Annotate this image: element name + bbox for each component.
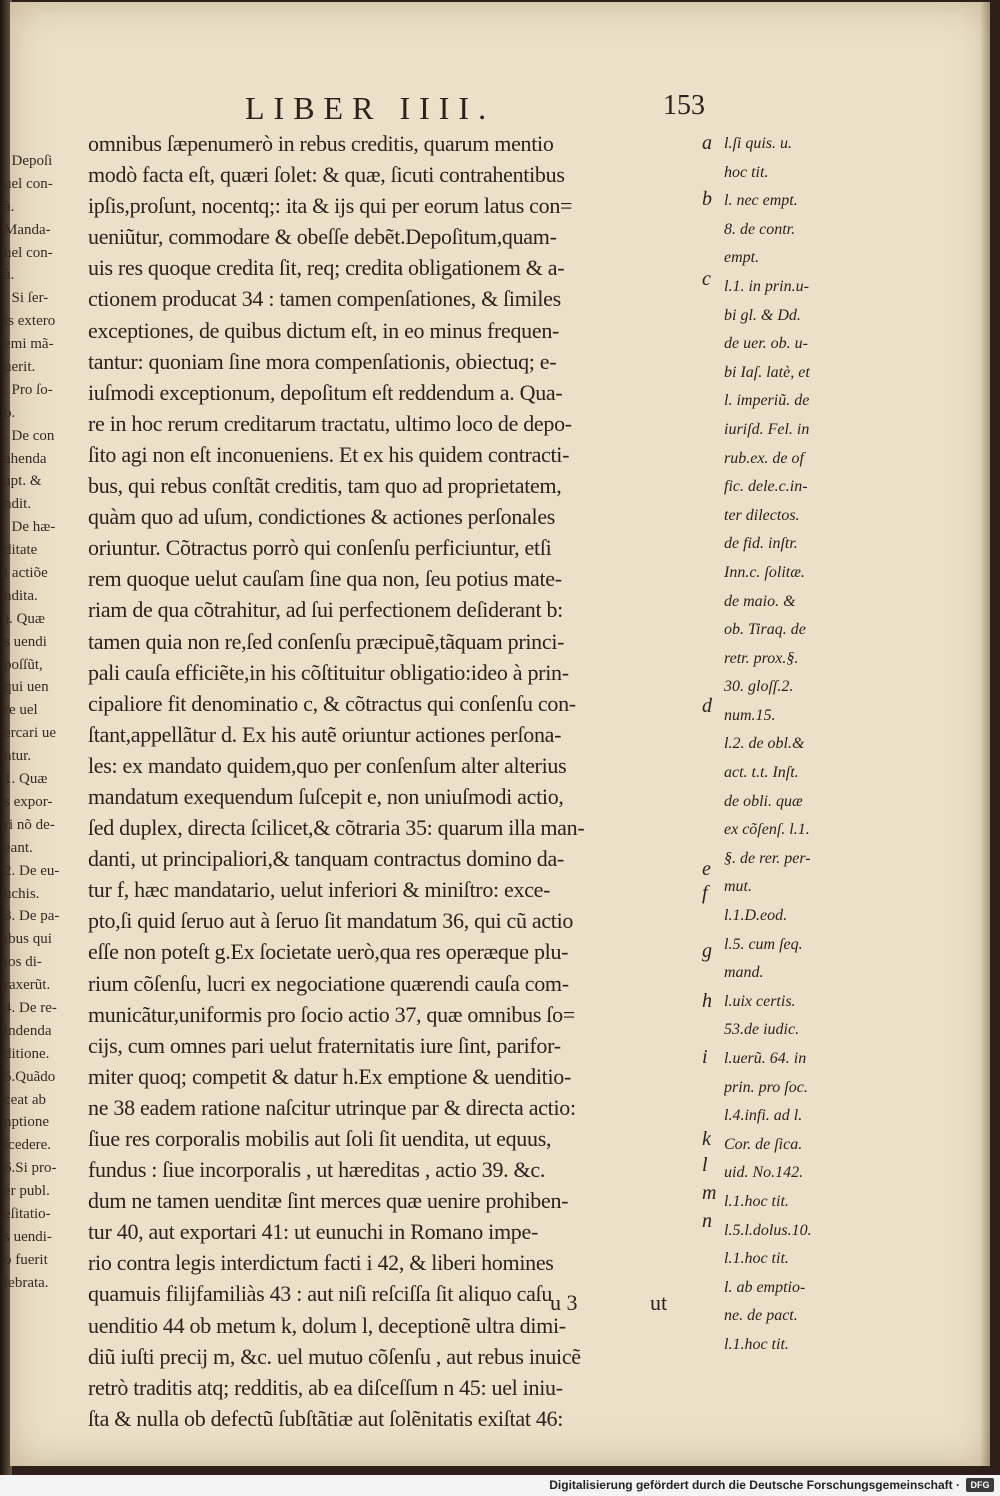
text-line: tantur: quoniam ſine mora compenſationis, obiectuq; e- xyxy=(88,348,557,374)
margin-summary-line: poſſũt, xyxy=(4,656,43,673)
note-letter: e xyxy=(702,858,711,880)
citation-note-line: num.15. xyxy=(724,706,776,724)
text-line: danti, ut principaliori,& tanquam contractus domino da- xyxy=(88,846,564,872)
note-letter: f xyxy=(702,882,708,904)
text-line: bus, qui rebus conſtãt creditis, tam quo ad proprietatem, xyxy=(88,473,562,499)
text-line: riam de qua cõtrahitur, ad ſui perfectionem deſiderant b: xyxy=(88,597,563,623)
text-line: ſito agi non eſt inconueniens. Et ex his quidem contracti- xyxy=(88,441,570,467)
left-margin-notes xyxy=(4,150,84,1295)
margin-summary-line: lebrata. xyxy=(4,1274,49,1291)
citation-note-line: rub.ex. de of xyxy=(724,449,804,467)
text-line: ſta & nulla ob defectũ ſubſtãtiæ aut ſolẽnitatis exiſtat 46: xyxy=(88,1405,564,1431)
citation-note-line: mut. xyxy=(724,878,752,896)
text-line: tamen quia non re,ſed conſenſu præcipuẽ,tãquam princi- xyxy=(88,628,565,654)
margin-summary-line: is extero xyxy=(4,313,56,330)
note-letter: a xyxy=(702,132,712,154)
citation-note-line: iuriſd. Fel. in xyxy=(724,420,810,438)
main-text-block xyxy=(88,128,694,1434)
margin-summary-line: ntur. xyxy=(4,748,32,765)
text-line: modò facta eſt, quæri ſolet: & quæ, ſicuti contrahentibus xyxy=(88,162,565,188)
text-line: omnibus ſæpenumerò in rebus creditis, quarum mentio xyxy=(88,131,554,156)
text-line: pto,ſi quid ſeruo aut à ſeruo ſit mandatum 36, qui cũ actio xyxy=(88,908,574,934)
margin-summary-line: . Pro ſo- xyxy=(4,381,53,398)
note-letter: l xyxy=(702,1154,708,1176)
citation-note-line: uid. No.142. xyxy=(724,1164,804,1182)
margin-summary-line: ). Quæ xyxy=(4,610,45,627)
text-line: municãtur,uniformis pro ſocio actio 37, quæ omnibus ſo= xyxy=(88,1001,575,1027)
citation-note-line: 30. gloſſ.2. xyxy=(724,678,794,696)
margin-summary-line: o fuerit xyxy=(4,1251,48,1268)
citation-note-line: Inn.c. ſolitæ. xyxy=(724,563,805,581)
citation-note-line: prin. pro ſoc. xyxy=(724,1078,808,1096)
funding-credit: Digitalisierung gefördert durch die Deutsche Forschungsgemeinschaft · xyxy=(549,1478,960,1492)
citation-note-line: 8. de contr. xyxy=(724,220,796,238)
text-line: ne 38 eadem ratione naſcitur utrinque par & directa actio: xyxy=(88,1094,576,1120)
margin-summary-line: ahenda xyxy=(4,450,47,467)
citation-note-line: l.1.D.eod. xyxy=(724,907,788,925)
page-edge-shadow xyxy=(980,2,990,1466)
text-line: cipaliore fit denominatio c, & cõtractus qui conſenſu con- xyxy=(88,690,576,716)
citation-note-line: l.uix certis. xyxy=(724,992,796,1010)
margin-summary-line: eant. xyxy=(4,839,33,856)
citation-note-line: ex cõſenſ. l.1. xyxy=(724,821,810,839)
text-line: pali cauſa efficiẽte,in his cõſtituitur obligatio:ideo à prin- xyxy=(88,659,569,685)
text-line: les: ex mandato quidem,quo per conſenſum alter alterius xyxy=(88,752,567,778)
margin-summary-line: 1. Quæ xyxy=(4,771,48,788)
page-foot xyxy=(550,1290,700,1322)
right-margin-notes xyxy=(724,130,864,1360)
margin-summary-line: à. xyxy=(4,198,15,215)
note-letter: g xyxy=(702,940,712,962)
citation-note-line: l.1.hoc tit. xyxy=(724,1250,789,1268)
margin-summary-line: apt. & xyxy=(4,473,42,490)
page-header xyxy=(245,90,705,126)
text-line: rem quoque uelut cauſam ſine qua non, ſeu potius mate- xyxy=(88,566,562,592)
note-letter: i xyxy=(702,1046,708,1068)
citation-note-line: fic. dele.c.in- xyxy=(724,478,808,496)
text-line: quamuis filijfamiliàs 43 : aut niſi reſciſſa ſit aliquo caſu xyxy=(88,1281,553,1307)
text-line: diũ iuſti precij m, &c. uel mutuo cõſenſu , aut rebus inuicẽ xyxy=(88,1343,581,1369)
citation-note-line: l.ſi quis. u. xyxy=(724,135,793,152)
note-letter: h xyxy=(702,990,712,1012)
text-line: fundus : ſiue incorporalis , ut hæreditas , actio 39. &c. xyxy=(88,1157,546,1183)
running-head: LIBER IIII. xyxy=(245,90,496,126)
note-letter: m xyxy=(702,1182,717,1204)
margin-summary-line: o. xyxy=(4,404,16,421)
note-letter: k xyxy=(702,1128,711,1150)
citation-note-line: l.2. de obl.& xyxy=(724,735,805,753)
citation-note-line: de uer. ob. u- xyxy=(724,335,808,353)
note-letter: b xyxy=(702,188,712,210)
margin-summary-line: . De hæ- xyxy=(4,519,56,536)
text-line: exceptiones, de quibus dictum eſt, in eo minus frequen- xyxy=(88,317,560,343)
note-letter: c xyxy=(702,268,711,290)
margin-summary-line: ſcedere. xyxy=(4,1137,52,1154)
catchword: ut xyxy=(650,1290,668,1315)
text-line: rium cõſenſu, lucri ex negociatione quærendi cauſa com- xyxy=(88,970,569,996)
citation-note-line: l. ab emptio- xyxy=(724,1278,806,1296)
margin-summary-line: ibus qui xyxy=(4,931,52,948)
margin-summary-line: ercari ue xyxy=(4,725,57,742)
margin-summary-line: ditate xyxy=(4,542,38,559)
text-line: re in hoc rerum creditarum tractatu, ultimo loco de depo- xyxy=(88,410,572,436)
citation-note-line: §. de rer. per- xyxy=(724,849,811,867)
note-letter: d xyxy=(702,695,712,717)
margin-summary-line: uchis. xyxy=(4,885,40,902)
citation-note-line: bi Iaſ. latè, et xyxy=(724,363,810,381)
margin-summary-line: 3. De pa- xyxy=(4,908,60,925)
citation-note-line: ne. de pact. xyxy=(724,1307,798,1325)
citation-note-line: bi gl. & Dd. xyxy=(724,306,801,324)
margin-summary-line: à. xyxy=(4,267,15,284)
citation-note-line: retr. prox.§. xyxy=(724,649,799,667)
text-line: ſed duplex, directa ſcilicet,& cõtraria 35: quarum illa man- xyxy=(88,815,585,841)
margin-summary-line: s expor- xyxy=(4,793,53,810)
text-line: retrò traditis atq; redditis, ab ea diſceſſum n 45: uel iniu- xyxy=(88,1374,563,1400)
text-line: ſiue res corporalis mobilis aut ſoli ſit uendita, ut equus, xyxy=(88,1126,552,1151)
margin-summary-line: uel con- xyxy=(4,244,53,261)
text-line: eſſe non poteſt g.Ex ſocietate uerò,qua res operæque plu- xyxy=(88,939,569,965)
note-letter: n xyxy=(702,1210,712,1232)
margin-summary-line: Manda- xyxy=(4,221,51,238)
margin-summary-line: ios di- xyxy=(4,954,42,971)
text-line: tur 40, aut exportari 41: ut eunuchi in Romano impe- xyxy=(88,1219,538,1245)
margin-summary-line: l actiõe xyxy=(4,565,48,582)
citation-note-line: act. t.t. Inſt. xyxy=(724,764,799,782)
margin-summary-line: uel con- xyxy=(4,175,53,192)
text-line: uis res quoque credita ſit, req; credita obligationem & a- xyxy=(88,255,565,281)
margin-summary-line: s uendi xyxy=(4,633,47,650)
text-line: miter quoq; competit & datur h.Ex emptione & uenditio- xyxy=(88,1063,571,1089)
text-line: uenditio 44 ob metum k, dolum l, deceptionẽ ultra dimi- xyxy=(88,1312,566,1338)
margin-summary-line: . Si ſer- xyxy=(4,290,49,307)
citation-note-line: l. nec empt. xyxy=(724,192,798,210)
margin-summary-line: raxerũt. xyxy=(4,977,51,994)
margin-summary-line: nptione xyxy=(4,1114,49,1131)
text-line: oriuntur. Cõtractus porrò qui conſenſu perficiuntur, etſi xyxy=(88,535,552,561)
text-line: ctionem producat 34 : tamen compenſationes, & ſimiles xyxy=(88,286,561,312)
folio-number: 153 xyxy=(663,90,705,121)
digitization-footer xyxy=(0,1475,1000,1496)
text-line: rio contra legis interdictum facti i 42, & liberi homines xyxy=(88,1250,554,1276)
text-line: ueniũtur, commodare & obeſſe debẽt.Depoſitum,quam- xyxy=(88,224,557,250)
citation-note-line: mand. xyxy=(724,964,764,982)
citation-note-line: l.5. cum ſeq. xyxy=(724,935,803,953)
citation-note-line: l.uerũ. 64. in xyxy=(724,1050,807,1067)
citation-note-line: 53.de iudic. xyxy=(724,1021,800,1039)
signature-mark: u 3 xyxy=(550,1290,578,1315)
citation-note-line: l.4.infi. ad l. xyxy=(724,1107,803,1125)
citation-note-line: de maio. & xyxy=(724,592,796,610)
dfg-logo-icon: DFG xyxy=(966,1478,994,1492)
margin-summary-line: ditione. xyxy=(4,1045,50,1062)
margin-summary-line: s uendi- xyxy=(4,1228,52,1245)
citation-note-line: ter dilectos. xyxy=(724,506,800,524)
margin-summary-line: 5.Quãdo xyxy=(4,1068,56,1085)
citation-note-line: empt. xyxy=(724,249,760,267)
citation-note-line: ob. Tiraq. de xyxy=(724,621,806,639)
margin-summary-line: 2. De eu- xyxy=(4,862,60,879)
text-line: cijs, cum omnes pari uelut fraternitatis iure ſint, parifor- xyxy=(88,1032,561,1058)
margin-summary-line: indenda xyxy=(4,1022,52,1039)
text-line: quàm quo ad uſum, condictiones & actiones perſonales xyxy=(88,504,556,530)
text-line: tur f, hæc mandatario, uelut inferiori & miniſtro: exce- xyxy=(88,877,551,903)
text-line: ſtant,appellãtur d. Ex his autẽ oriuntur actiones perſona- xyxy=(88,721,562,747)
citation-note-line: l.1. in prin.u- xyxy=(724,277,809,295)
margin-summary-line: qui uen xyxy=(4,679,49,696)
margin-summary-line: . Depoſi xyxy=(4,153,53,169)
citation-note-line: de obli. quæ xyxy=(724,792,803,810)
citation-note-line: l. imperiũ. de xyxy=(724,392,810,410)
citation-note-line: de fid. inſtr. xyxy=(724,535,798,553)
citation-note-line: hoc tit. xyxy=(724,163,769,181)
citation-note-line: Cor. de ſica. xyxy=(724,1135,803,1153)
margin-summary-line: re uel xyxy=(4,702,38,719)
margin-summary-line: ndita. xyxy=(4,587,38,604)
text-line: ipſis,proſunt, nocentq;: ita & ijs qui per eorum latus con= xyxy=(88,193,573,219)
margin-summary-line: ri nõ de- xyxy=(4,816,55,833)
margin-summary-line: 6.Si pro- xyxy=(4,1160,57,1177)
text-line: iuſmodi exceptionum, depoſitum eſt reddendum a. Qua- xyxy=(88,379,563,405)
citation-note-line: l.1.hoc tit. xyxy=(724,1192,789,1210)
margin-summary-line: . De con xyxy=(4,427,55,444)
margin-summary-line: eſitatio- xyxy=(4,1205,51,1222)
text-line: mandatum exequendum ſuſcepit e, non uniuſmodi actio, xyxy=(88,783,564,809)
margin-summary-line: ceat ab xyxy=(4,1091,47,1108)
margin-summary-line: ndit. xyxy=(4,496,32,513)
citation-note-line: l.5.l.dolus.10. xyxy=(724,1221,812,1239)
text-line: dum ne tamen uenditæ ſint merces quæ uenire prohiben- xyxy=(88,1188,569,1214)
margin-summary-line: uerit. xyxy=(4,359,36,376)
margin-summary-line: 4. De re- xyxy=(4,999,57,1016)
margin-summary-line: er publ. xyxy=(4,1183,50,1200)
citation-note-line: l.1.hoc tit. xyxy=(724,1335,789,1353)
margin-summary-line: emi mã- xyxy=(4,336,54,353)
